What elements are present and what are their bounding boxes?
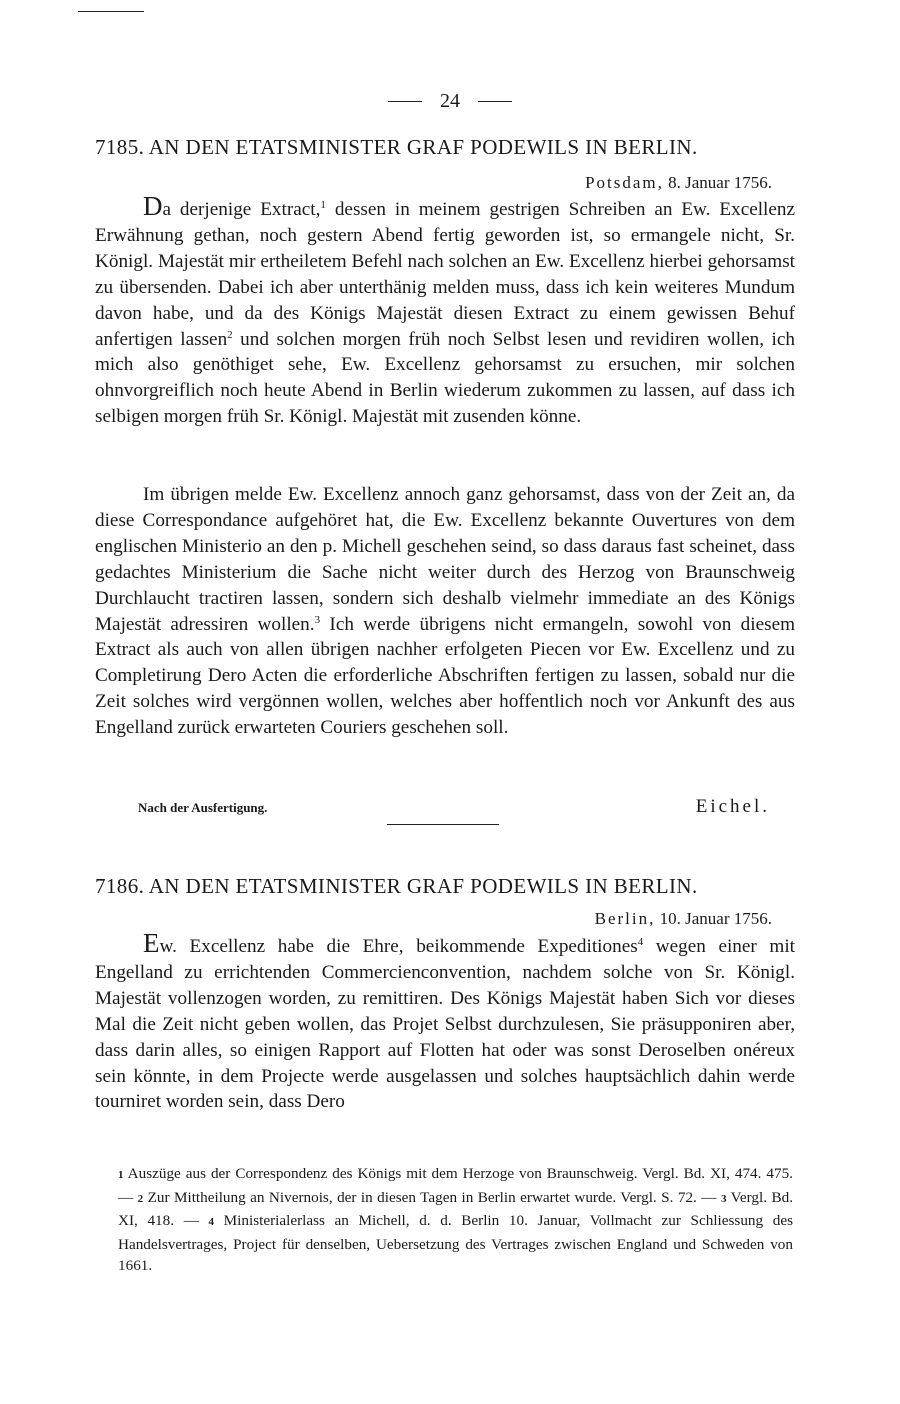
letter-dateline xyxy=(585,173,772,193)
letter-heading: 7186. AN DEN ETATSMINISTER GRAF PODEWILS IN BERLIN. xyxy=(95,874,698,898)
paragraph-text: wegen einer mit Engelland zu errichtenden Commercienconvention, nachdem solche von Sr. Königl. Majestät vollenzogen worden, zu remittiren. Des Königs Majestät haben Sich vor dieses Mal die Zeit nicht geben wollen, das Projet Selbst durchzulesen, Sie präsupponiren aber, dass darin alles, so einigen Rapport auf Flotten hat oder was sonst Deroselben onéreux sein könnte, in dem Projecte werde ausgelassen und solches hauptsächlich dahin werde tourniret worden sein, dass Dero xyxy=(95,936,795,1113)
footnote-text: Zur Mittheilung an Nivernois, der in diesen Tagen in Berlin erwartet wurde. Vergl. S. 72. — xyxy=(143,1188,721,1206)
footnote-ref: 3 xyxy=(314,613,321,626)
footnote-ref: 4 xyxy=(637,936,644,948)
footnote-number: 2 xyxy=(137,1192,144,1205)
footnote-number: 1 xyxy=(118,1169,124,1181)
page-number: 24 xyxy=(440,90,460,112)
footnote-ref: 2 xyxy=(227,328,233,341)
footnote-number: 4 xyxy=(208,1216,215,1228)
paragraph-text: und solchen morgen früh noch Selbst lesen und revidiren wollen, ich mich also genöthiget sehe, Ew. Excellenz gehorsamst zu ersuchen, mir solchen ohnvorgreiflich noch heute Abend in Berlin wiederum zukommen zu lassen, auf dass ich selbigen morgen früh Sr. Königl. Majestät mit zusenden könne. xyxy=(95,328,795,428)
footnote-text: Vergl. Bd. XI, 418. — xyxy=(118,1188,794,1229)
section-divider xyxy=(387,824,499,825)
letter-paragraph xyxy=(95,482,795,741)
paragraph-text: Ich werde übrigens nicht ermangeln, sowohl von diesem Extract als auch von allen übrigen nachher erfolgeten Piecen vor Ew. Excellenz und zu Completirung Dero Acten die erforderliche Abschriften fertigen zu lassen, sobald nur die Zeit solches wird vergönnen wollen, welches aber hoffentlich noch vor Ankunft des aus Engelland zurück erwarteten Couriers geschehen soll. xyxy=(95,613,796,739)
drop-cap: D xyxy=(143,191,163,221)
paragraph-text: w. Excellenz habe die Ehre, beikommende Expeditiones xyxy=(159,936,638,957)
letter-date: 10. Januar 1756. xyxy=(659,909,772,928)
letter-dateline xyxy=(595,909,772,929)
top-edge-rule xyxy=(78,11,144,12)
footnote-text: Auszüge aus der Correspondenz des Königs mit dem Herzoge von Braunschweig. Vergl. Bd. XI, 474. 475. — xyxy=(118,1165,793,1206)
footnote-number: 3 xyxy=(720,1192,727,1205)
footnotes xyxy=(118,1163,793,1277)
paragraph-text: a derjenige Extract, xyxy=(162,199,321,220)
letter-place: Potsdam, xyxy=(585,173,664,192)
letter-heading: 7185. AN DEN ETATSMINISTER GRAF PODEWILS IN BERLIN. xyxy=(95,135,698,159)
footnote-ref: 1 xyxy=(320,199,326,211)
signature: Eichel. xyxy=(695,796,770,817)
page-header xyxy=(0,90,900,113)
letter-date: 8. Januar 1756. xyxy=(668,173,772,192)
paragraph-text: dessen in meinem gestrigen Schreiben an Ew. Excellenz Erwähnung gethan, noch gestern Abend fertig geworden ist, so ermangele nicht, Sr. Königl. Majestät mir ertheiletem Befehl nach solchen an Ew. Excellenz hierbei gehorsamst zu übersenden. Dabei ich aber unterthänig melden muss, dass ich kein weiteres Mundum davon habe, und da des Königs Majestät diesen Extract zu einem gewissen Behuf anfertigen lassen xyxy=(95,199,796,350)
drop-cap: E xyxy=(143,928,160,958)
source-note: Nach der Ausfertigung. xyxy=(138,800,268,815)
header-dash-right xyxy=(478,101,512,102)
header-dash-left xyxy=(388,101,422,102)
footnote-text: Ministerialerlass an Michell, d. d. Berlin 10. Januar, Vollmacht zur Schliessung des Handelsvertrages, Project für denselben, Uebersetzung des Vertrages zwischen England und Schweden von 1661. xyxy=(118,1212,793,1274)
letter-paragraph xyxy=(95,191,796,430)
paragraph-text: Im übrigen melde Ew. Excellenz annoch ganz gehorsamst, dass von der Zeit an, da diese Correspondance aufgehöret hat, die Ew. Excellenz bekannte Ouvertures von dem englischen Ministerio an den p. Michell geschehen seind, so dass daraus fast scheinet, dass gedachtes Ministerium die Sache nicht weiter durch des Herzog von Braunschweig Durchlaucht tractiren lassen, sondern sich deshalb vielmehr immediate an des Königs Majestät adressiren wollen. xyxy=(95,484,795,635)
letter-place: Berlin, xyxy=(594,909,656,928)
letter-paragraph xyxy=(95,928,795,1115)
